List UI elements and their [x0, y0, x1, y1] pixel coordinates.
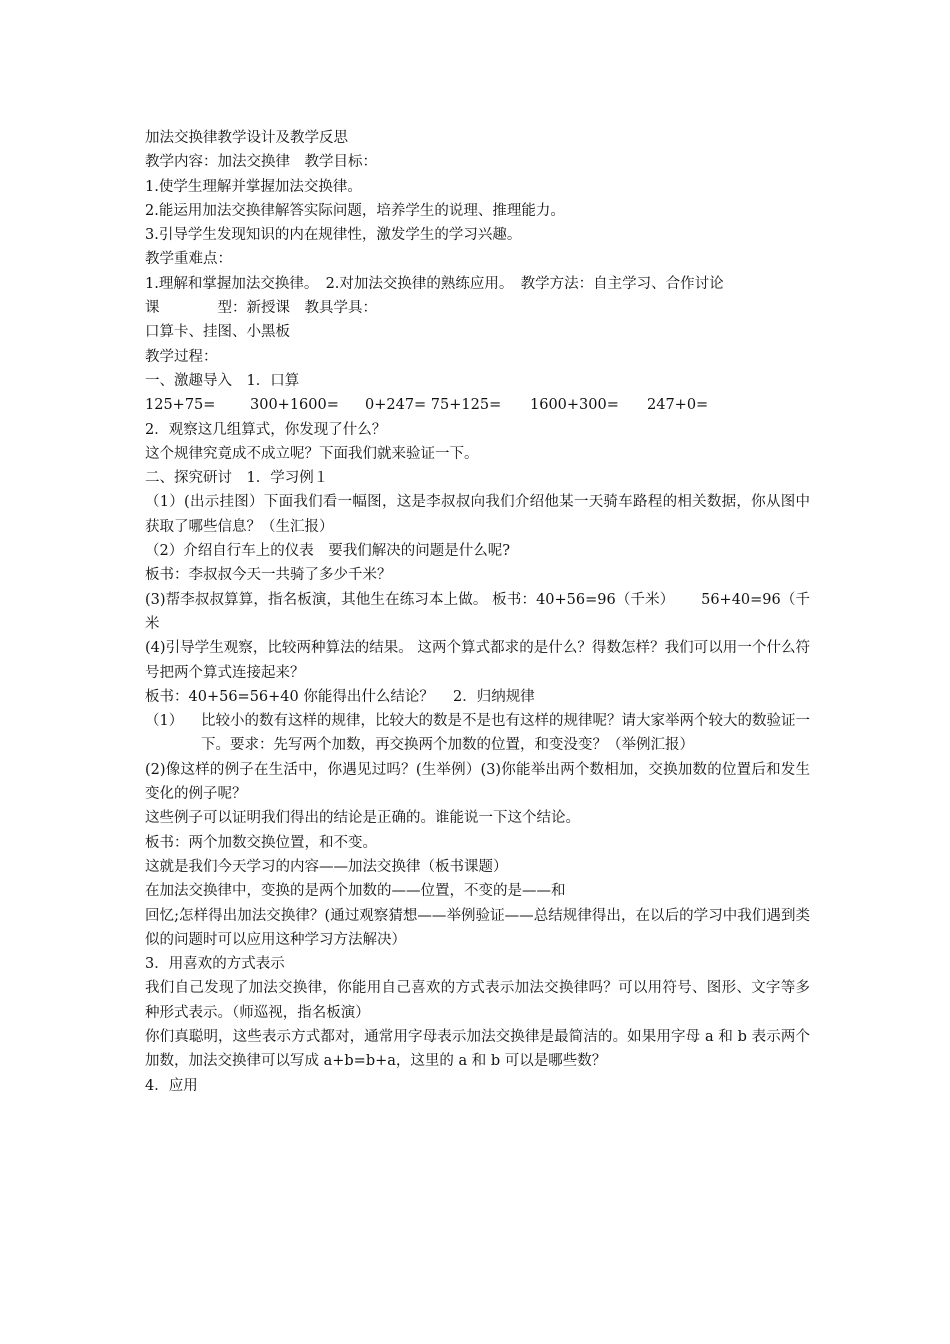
question-2-followup: 这个规律究竟成不成立呢？下面我们就来验证一下。 [145, 445, 479, 462]
paragraph-5: (2)像这样的例子在生活中，你遇见过吗？(生举例）(3)你能举出两个数相加，交换加数的位置后和发生变化的例子呢？ [145, 761, 810, 803]
paragraph-2: （2）介绍自行车上的仪表 要我们解决的问题是什么呢? [145, 543, 510, 560]
paragraph-10: 我们自己发现了加法交换律，你能用自己喜欢的方式表示加法交换律吗？可以用符号、图形、文字等多种形式表示。（师巡视，指名板演） [145, 980, 810, 1021]
section-4-heading: 4．应用 [145, 1077, 198, 1094]
teaching-tools: 口算卡、挂图、小黑板 [145, 324, 290, 341]
calc-item: 125+75= [145, 397, 216, 414]
paragraph-4: (4)引导学生观察，比较两种算法的结果。 这两个算式都求的是什么？得数怎样？我们可以用一个什么符号把两个算式连接起来？ [145, 640, 810, 681]
process-heading: 教学过程： [145, 348, 218, 365]
calc-item: 1600+300= [530, 397, 619, 414]
paragraph-9: 回忆;怎样得出加法交换律？(通过观察猜想——举例验证——总结规律得出，在以后的学习中我们遇到类似的问题时可以应用这种学习方法解决） [145, 907, 810, 948]
paragraph-11: 你们真聪明，这些表示方式都对，通常用字母表示加法交换律是最简洁的。如果用字母 a 和 b 表示两个加数，加法交换律可以写成 a+b=b+a，这里的 a 和 b 可以是哪些数？ [145, 1028, 811, 1070]
oral-calc-row [145, 393, 810, 417]
doc-title: 加法交换律教学设计及教学反思 [145, 130, 348, 146]
document-page [145, 126, 810, 1098]
key-points-heading: 教学重难点： [145, 251, 232, 268]
calc-item: 0+247= 75+125= [365, 397, 502, 414]
hanging-item-1 [145, 709, 810, 758]
board-note-2: 板书：40+56=56+40 你能得出什么结论？ 2．归纳规律 [145, 688, 535, 705]
paragraph-6: 这些例子可以证明我们得出的结论是正确的。谁能说一下这个结论。 [145, 810, 580, 827]
key-points-line: 1.理解和掌握加法交换律。 2.对加法交换律的熟练应用。 教学方法：自主学习、合作讨论 [145, 275, 724, 292]
calc-item: 247+0= [647, 397, 709, 414]
paragraph-7: 这就是我们今天学习的内容——加法交换律（板书课题） [145, 858, 508, 875]
hanging-item-number: （1） [145, 713, 184, 730]
paragraph-3: (3)帮李叔叔算算，指名板演，其他生在练习本上做。 板书：40+56=96（千米） 56+40=96（千米 [145, 591, 810, 632]
calc-item: 300+1600= [250, 397, 339, 414]
goal-2: 2.能运用加法交换律解答实际问题，培养学生的说理、推理能力。 [145, 202, 565, 219]
section-2-heading: 二、探究研讨 1．学习例１ [145, 470, 329, 487]
goal-1: 1.使学生理解并掌握加法交换律。 [145, 178, 362, 195]
question-2: 2．观察这几组算式，你发现了什么？ [145, 421, 387, 438]
content-line: 教学内容：加法交换律 教学目标： [145, 154, 377, 171]
paragraph-1: （1）(出示挂图）下面我们看一幅图，这是李叔叔向我们介绍他某一天骑车路程的相关数据，你从图中获取了哪些信息？（生汇报） [145, 494, 810, 535]
goal-3: 3.引导学生发现知识的内在规律性，激发学生的学习兴趣。 [145, 227, 522, 244]
lesson-type-line: 课 型：新授课 教具学具： [145, 300, 377, 317]
hanging-item-body: 比较小的数有这样的规律，比较大的数是不是也有这样的规律呢？请大家举两个较大的数验证一下。要求：先写两个加数，再交换两个加数的位置，和变没变？（举例汇报） [201, 713, 810, 754]
section-1-heading: 一、激趣导入 1．口算 [145, 372, 300, 389]
board-note-1: 板书：李叔叔今天一共骑了多少千米？ [145, 567, 392, 584]
paragraph-8: 在加法交换律中，变换的是两个加数的——位置，不变的是——和 [145, 883, 566, 900]
board-note-3: 板书：两个加数交换位置，和不变。 [145, 834, 377, 851]
section-3-heading: 3．用喜欢的方式表示 [145, 956, 285, 973]
